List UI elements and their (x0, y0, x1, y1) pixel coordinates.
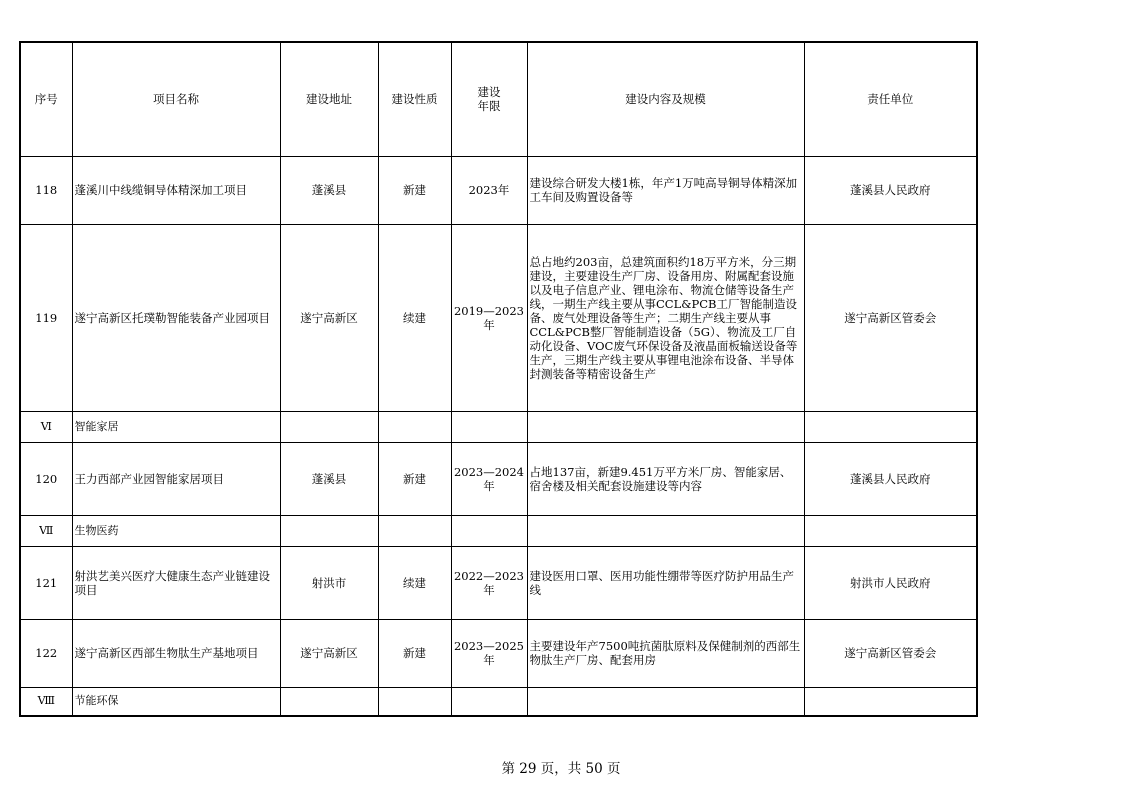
row-name: 遂宁高新区托璞勒智能装备产业园项目 (72, 224, 280, 411)
header-name: 项目名称 (72, 42, 280, 156)
section-no: Ⅶ (20, 515, 72, 546)
row-nature: 新建 (378, 442, 451, 515)
row-name: 王力西部产业园智能家居项目 (72, 442, 280, 515)
table-row (20, 442, 977, 515)
row-period: 2023—2024年 (451, 442, 527, 515)
table-row (20, 156, 977, 224)
header-row (20, 42, 977, 156)
section-no: Ⅵ (20, 411, 72, 442)
row-unit: 蓬溪县人民政府 (804, 442, 977, 515)
section-row (20, 515, 977, 546)
row-content: 占地137亩，新建9.451万平方米厂房、智能家居、宿舍楼及相关配套设施建设等内容 (527, 442, 804, 515)
row-nature: 续建 (378, 546, 451, 619)
row-no: 119 (20, 224, 72, 411)
row-location: 蓬溪县 (280, 156, 378, 224)
header-period (451, 42, 527, 156)
row-name: 射洪艺美兴医疗大健康生态产业链建设项目 (72, 546, 280, 619)
row-content: 总占地约203亩，总建筑面积约18万平方米，分三期建设，主要建设生产厂房、设备用房、附属配套设施以及电子信息产业、锂电涂布、物流仓储等设备生产线，一期生产线主要从事CCL&PCB工厂智能制造设备、废气处理设备等生产；二期生产线主要从事CCL&PCB整厂智能制造设备（5G）、物流及工厂自动化设备、VOC废气环保设备及液晶面板输送设备等生产，三期生产线主要从事锂电池涂布设备、半导体封测装备等精密设备生产 (527, 224, 804, 411)
header-period-line1: 建设 (477, 85, 501, 100)
row-unit: 遂宁高新区管委会 (804, 619, 977, 687)
row-unit: 蓬溪县人民政府 (804, 156, 977, 224)
table-row (20, 546, 977, 619)
section-row (20, 411, 977, 442)
section-name: 智能家居 (72, 411, 280, 442)
row-location: 遂宁高新区 (280, 224, 378, 411)
header-location: 建设地址 (280, 42, 378, 156)
section-name: 节能环保 (72, 687, 280, 716)
header-content: 建设内容及规模 (527, 42, 804, 156)
table-row (20, 619, 977, 687)
row-nature: 续建 (378, 224, 451, 411)
row-no: 118 (20, 156, 72, 224)
row-no: 122 (20, 619, 72, 687)
row-period: 2023—2025年 (451, 619, 527, 687)
row-nature: 新建 (378, 156, 451, 224)
row-nature: 新建 (378, 619, 451, 687)
row-content: 建设医用口罩、医用功能性绷带等医疗防护用品生产线 (527, 546, 804, 619)
row-period: 2023年 (451, 156, 527, 224)
row-unit: 遂宁高新区管委会 (804, 224, 977, 411)
row-content: 建设综合研发大楼1栋，年产1万吨高导铜导体精深加工车间及购置设备等 (527, 156, 804, 224)
page-number: 第 29 页，共 50 页 (501, 761, 621, 777)
section-no: Ⅷ (20, 687, 72, 716)
header-no: 序号 (20, 42, 72, 156)
row-location: 蓬溪县 (280, 442, 378, 515)
table-row (20, 224, 977, 411)
row-unit: 射洪市人民政府 (804, 546, 977, 619)
header-unit: 责任单位 (804, 42, 977, 156)
row-location: 射洪市 (280, 546, 378, 619)
row-location: 遂宁高新区 (280, 619, 378, 687)
header-nature: 建设性质 (378, 42, 451, 156)
row-name: 蓬溪川中线缆铜导体精深加工项目 (72, 156, 280, 224)
row-period: 2022—2023年 (451, 546, 527, 619)
row-no: 120 (20, 442, 72, 515)
row-period: 2019—2023年 (451, 224, 527, 411)
section-row (20, 687, 977, 716)
row-no: 121 (20, 546, 72, 619)
section-name: 生物医药 (72, 515, 280, 546)
header-period-line2: 年限 (477, 99, 501, 114)
project-table (19, 41, 978, 717)
row-name: 遂宁高新区西部生物肽生产基地项目 (72, 619, 280, 687)
row-content: 主要建设年产7500吨抗菌肽原料及保健制剂的西部生物肽生产厂房、配套用房 (527, 619, 804, 687)
